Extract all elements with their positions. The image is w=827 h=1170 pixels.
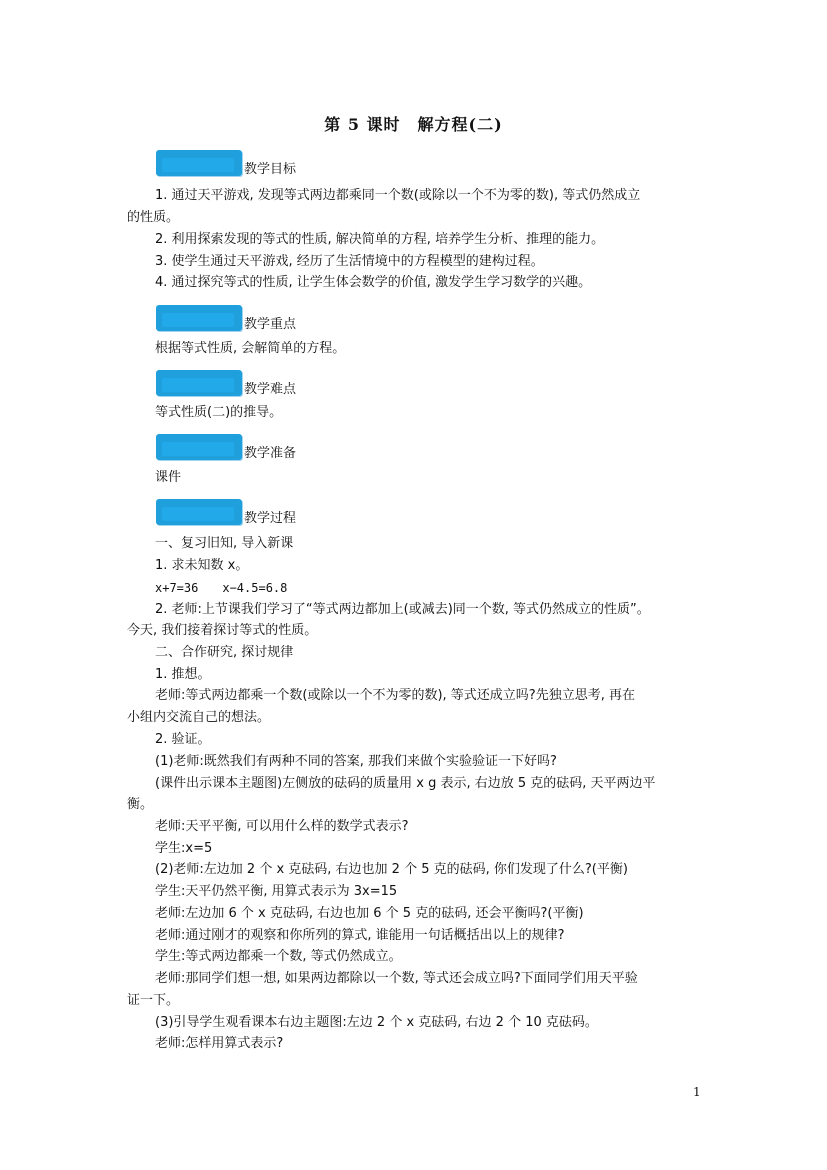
process-line: 老师:那同学们想一想, 如果两边都除以一个数, 等式还会成立吗?下面同学们用天平验 xyxy=(155,971,638,986)
page-number: 1 xyxy=(693,1085,701,1099)
section-tab-decoration xyxy=(156,150,242,176)
key-text: 根据等式性质, 会解简单的方程。 xyxy=(155,341,346,356)
page-title: 第 5 课时 解方程(二) xyxy=(324,115,503,134)
process-line: 老师:通过刚才的观察和你所列的算式, 谁能用一句话概括出以上的规律? xyxy=(155,928,565,943)
section-label: 教学难点 xyxy=(244,382,297,397)
process-line: 证一下。 xyxy=(127,993,180,1008)
process-line: 一、复习旧知, 导入新课 xyxy=(155,536,294,551)
process-line: 衡。 xyxy=(127,797,154,812)
process-line: 学生:天平仍然平衡, 用算式表示为 3x=15 xyxy=(155,884,398,899)
process-line: 2. 验证。 xyxy=(155,732,211,747)
process-line: 老师:天平平衡, 可以用什么样的数学式表示? xyxy=(155,819,409,834)
difficulty-text: 等式性质(二)的推导。 xyxy=(155,405,283,420)
goal-line: 4. 通过探究等式的性质, 让学生体会数学的价值, 激发学生学习数学的兴趣。 xyxy=(155,275,592,290)
equation-line: x+7=36 x−4.5=6.8 xyxy=(155,581,288,595)
section-tab-decoration xyxy=(156,305,242,331)
section-label: 教学重点 xyxy=(244,317,297,332)
process-line: 二、合作研究, 探讨规律 xyxy=(155,645,294,660)
process-line: 今天, 我们接着探讨等式的性质。 xyxy=(127,623,318,638)
process-line: 老师:等式两边都乘一个数(或除以一个不为零的数), 等式还成立吗?先独立思考, 再在 xyxy=(155,688,635,703)
prep-text: 课件 xyxy=(155,470,182,485)
process-line: 学生:x=5 xyxy=(155,841,213,856)
process-line: 老师:左边加 6 个 x 克砝码, 右边也加 6 个 5 克的砝码, 还会平衡吗?(平衡) xyxy=(155,906,584,921)
section-tab-decoration xyxy=(156,370,242,396)
section-tab-decoration xyxy=(156,499,242,525)
goal-line: 的性质。 xyxy=(127,210,180,225)
goal-line: 3. 使学生通过天平游戏, 经历了生活情境中的方程模型的建构过程。 xyxy=(155,254,544,269)
process-line: 老师:怎样用算式表示? xyxy=(155,1036,284,1051)
process-line: 学生:等式两边都乘一个数, 等式仍然成立。 xyxy=(155,949,402,964)
process-line: (2)老师:左边加 2 个 x 克砝码, 右边也加 2 个 5 克的砝码, 你们发现了什么?(平衡) xyxy=(155,862,628,877)
process-line: 1. 推想。 xyxy=(155,667,211,682)
section-label: 教学准备 xyxy=(244,446,297,461)
process-line: 小组内交流自己的想法。 xyxy=(127,710,271,725)
goal-line: 2. 利用探索发现的等式的性质, 解决简单的方程, 培养学生分析、推理的能力。 xyxy=(155,232,605,247)
goal-line: 1. 通过天平游戏, 发现等式两边都乘同一个数(或除以一个不为零的数), 等式仍然成立 xyxy=(155,188,641,203)
process-line: (课件出示课本主题图)左侧放的砝码的质量用 x g 表示, 右边放 5 克的砝码, 天平两边平 xyxy=(155,776,656,791)
process-line: 2. 老师:上节课我们学习了“等式两边都加上(或减去)同一个数, 等式仍然成立的性质”。 xyxy=(155,602,650,617)
section-label: 教学过程 xyxy=(244,511,297,526)
process-line: (1)老师:既然我们有两种不同的答案, 那我们来做个实验验证一下好吗? xyxy=(155,754,557,769)
section-label: 教学目标 xyxy=(244,162,297,177)
process-line: 1. 求未知数 x。 xyxy=(155,558,249,573)
section-tab-decoration xyxy=(156,434,242,460)
process-line: (3)引导学生观看课本右边主题图:左边 2 个 x 克砝码, 右边 2 个 10 克砝码。 xyxy=(155,1015,598,1030)
